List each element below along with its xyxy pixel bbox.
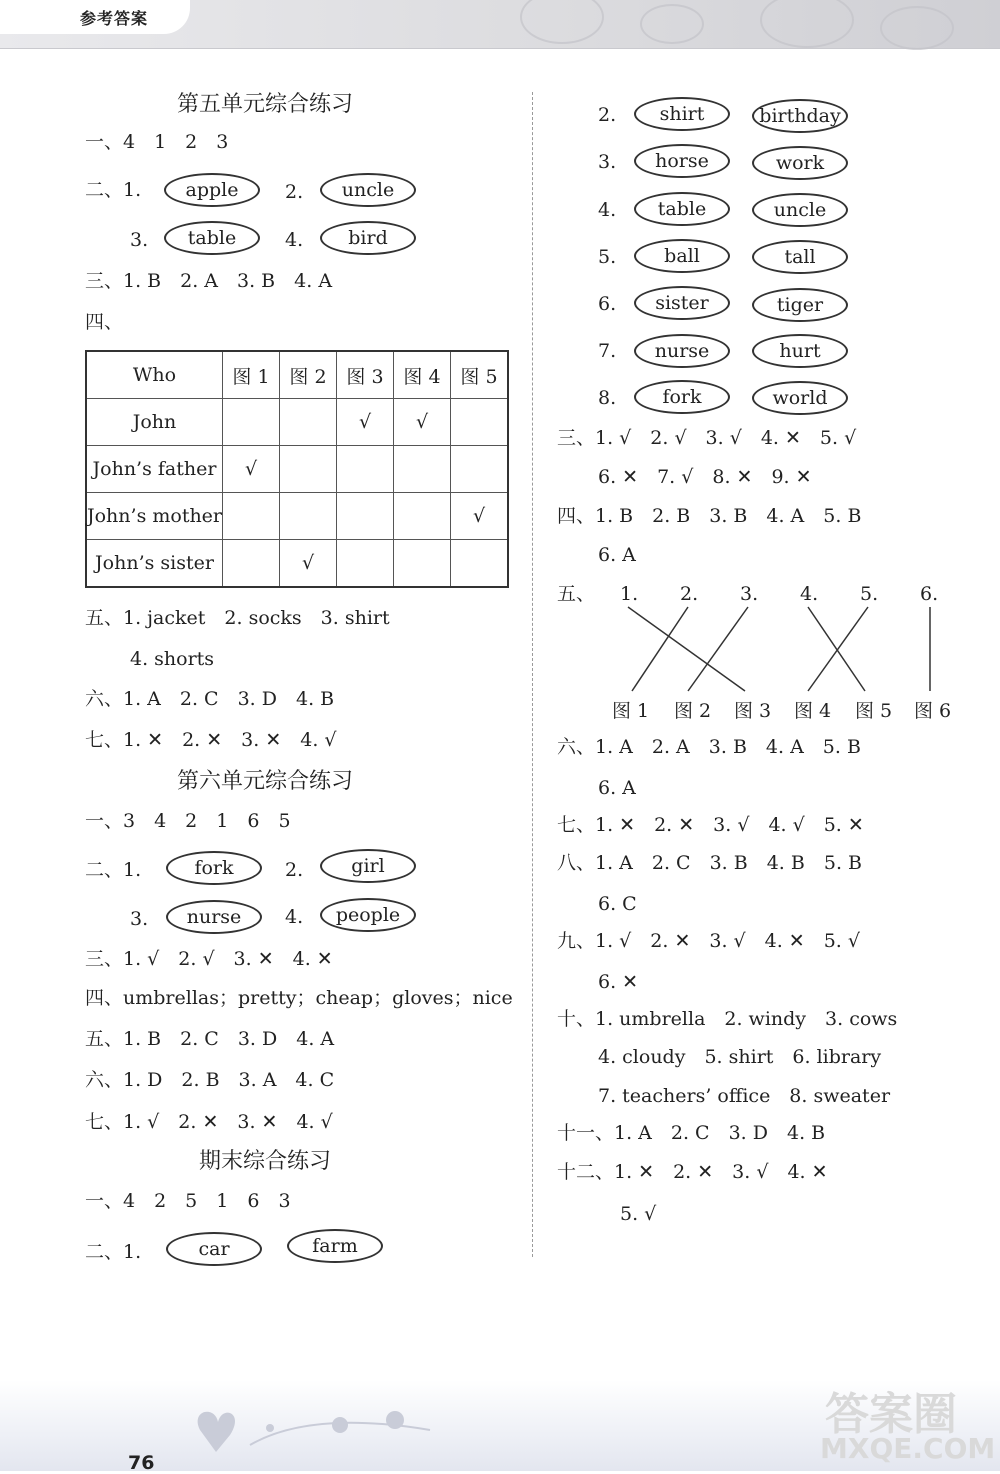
decor-swirl — [640, 4, 704, 44]
table-header-row — [86, 351, 508, 399]
right-q5-label: 五、 — [557, 583, 596, 605]
item-number: 3. — [130, 908, 149, 930]
table-cell-mark — [337, 493, 394, 540]
match-number: 4. — [800, 583, 819, 605]
answer-oval: nurse — [166, 900, 262, 934]
unit6-q3: 三、1. √ 2. √ 3. ✕ 4. ✕ — [85, 948, 333, 970]
match-picture-label: 图 5 — [855, 700, 893, 722]
answer-oval: world — [752, 381, 848, 415]
unit5-q5-line1: 五、1. jacket 2. socks 3. shirt — [85, 607, 390, 629]
unit6-q4: 四、umbrellas；pretty；cheap；gloves；nice — [85, 987, 513, 1009]
answer-oval: girl — [320, 849, 416, 883]
heart-icon — [198, 1412, 235, 1452]
item-number: 4. — [285, 906, 304, 928]
table-cell-mark — [280, 493, 337, 540]
answer-oval: car — [166, 1232, 262, 1266]
right-q9-line2: 6. ✕ — [598, 971, 639, 993]
final-q1: 一、4 2 5 1 6 3 — [85, 1190, 291, 1212]
final-title: 期末综合练习 — [198, 1149, 331, 1174]
answer-oval: ball — [634, 239, 730, 273]
match-number: 1. — [620, 583, 639, 605]
item-number: 2. — [598, 104, 617, 126]
match-line — [688, 607, 748, 691]
match-picture-label: 图 6 — [914, 700, 952, 722]
table-cell-who: John’s sister — [86, 540, 223, 588]
table-cell-mark: √ — [223, 446, 280, 493]
answer-oval: tiger — [752, 288, 848, 322]
item-number: 3. — [130, 229, 149, 251]
right-q3-line1: 三、1. √ 2. √ 3. √ 4. ✕ 5. √ — [557, 427, 857, 449]
match-number: 3. — [740, 583, 759, 605]
item-number: 4. — [598, 199, 617, 221]
match-line — [632, 607, 688, 691]
table-cell-mark — [223, 540, 280, 588]
page-number: 76 — [128, 1452, 155, 1474]
answer-oval: fork — [166, 851, 262, 885]
decor-swirl — [880, 6, 954, 50]
item-number: 8. — [598, 387, 617, 409]
answer-oval: sister — [634, 286, 730, 320]
answer-oval: hurt — [752, 334, 848, 368]
item-number: 2. — [285, 181, 304, 203]
table-cell-mark — [223, 493, 280, 540]
footer-flowers — [190, 1400, 450, 1460]
table-cell-mark — [451, 399, 509, 446]
decor-swirl — [760, 0, 854, 48]
right-q10-line3: 7. teachers’ office 8. sweater — [598, 1085, 891, 1107]
right-q10-line1: 十、1. umbrella 2. windy 3. cows — [557, 1008, 898, 1030]
item-number: 4. — [285, 229, 304, 251]
table-header-cell: 图 5 — [451, 351, 509, 399]
table-header-cell: 图 2 — [280, 351, 337, 399]
table-cell-mark — [394, 540, 451, 588]
table-cell-who: John’s mother — [86, 493, 223, 540]
unit5-title: 第五单元综合练习 — [176, 92, 353, 117]
right-q3-line2: 6. ✕ 7. √ 8. ✕ 9. ✕ — [598, 466, 812, 488]
table-cell-mark — [280, 446, 337, 493]
answer-oval: uncle — [320, 173, 416, 207]
right-q7: 七、1. ✕ 2. ✕ 3. √ 4. √ 5. ✕ — [557, 814, 864, 836]
table-cell-mark — [337, 446, 394, 493]
table-cell-mark — [337, 540, 394, 588]
watermark-logo: 答案圈 — [825, 1389, 957, 1440]
table-row — [86, 399, 508, 446]
table-row — [86, 493, 508, 540]
decor-swirl — [520, 0, 604, 44]
match-picture-label: 图 3 — [734, 700, 772, 722]
unit5-q3: 三、1. B 2. A 3. B 4. A — [85, 270, 333, 292]
unit6-q6: 六、1. D 2. B 3. A 4. C — [85, 1069, 335, 1091]
answer-oval: farm — [287, 1229, 383, 1263]
answer-oval: uncle — [752, 193, 848, 227]
header-label: 参考答案 — [80, 9, 149, 28]
table-cell-mark — [394, 446, 451, 493]
item-number: 7. — [598, 340, 617, 362]
answer-oval: table — [164, 221, 260, 255]
match-number: 5. — [860, 583, 879, 605]
unit5-q2-label: 二、1. — [85, 179, 142, 201]
answer-oval: apple — [164, 173, 260, 207]
flower-icon — [332, 1417, 348, 1433]
table-header-cell: 图 4 — [394, 351, 451, 399]
table-cell-mark — [223, 399, 280, 446]
table-cell-who: John — [86, 399, 223, 446]
table-header-cell: 图 3 — [337, 351, 394, 399]
table-row — [86, 540, 508, 588]
match-number: 6. — [920, 583, 939, 605]
table-cell-mark: √ — [280, 540, 337, 588]
right-q4-line2: 6. A — [598, 544, 636, 566]
right-q9-line1: 九、1. √ 2. ✕ 3. √ 4. ✕ 5. √ — [557, 930, 860, 952]
table-cell-mark — [451, 540, 509, 588]
answer-oval: birthday — [752, 99, 848, 133]
unit6-q5: 五、1. B 2. C 3. D 4. A — [85, 1028, 335, 1050]
matching-lines — [600, 605, 960, 695]
table-cell-mark — [451, 446, 509, 493]
right-q4-line1: 四、1. B 2. B 3. B 4. A 5. B — [557, 505, 862, 527]
right-q8-line2: 6. C — [598, 893, 637, 915]
flower-icon — [266, 1424, 274, 1432]
answer-oval: tall — [752, 240, 848, 274]
unit6-q2-label: 二、1. — [85, 859, 142, 881]
right-q12-line1: 十二、1. ✕ 2. ✕ 3. √ 4. ✕ — [557, 1161, 828, 1183]
final-q2-label: 二、1. — [85, 1241, 142, 1263]
unit5-q7: 七、1. ✕ 2. ✕ 3. ✕ 4. √ — [85, 729, 337, 751]
item-number: 2. — [285, 859, 304, 881]
match-picture-label: 图 4 — [794, 700, 832, 722]
answer-oval: fork — [634, 380, 730, 414]
answer-oval: nurse — [634, 334, 730, 368]
answer-oval: people — [320, 898, 416, 932]
match-line — [628, 607, 745, 691]
item-number: 3. — [598, 151, 617, 173]
unit6-q7: 七、1. √ 2. ✕ 3. ✕ 4. √ — [85, 1111, 333, 1133]
table-cell-mark: √ — [394, 399, 451, 446]
column-divider — [532, 92, 533, 1257]
unit6-title: 第六单元综合练习 — [176, 769, 353, 794]
right-q8-line1: 八、1. A 2. C 3. B 4. B 5. B — [557, 852, 862, 874]
match-picture-label: 图 1 — [612, 700, 650, 722]
answer-oval: shirt — [634, 97, 730, 131]
who-table — [85, 350, 509, 588]
right-q6-line1: 六、1. A 2. A 3. B 4. A 5. B — [557, 736, 861, 758]
answer-oval: bird — [320, 221, 416, 255]
watermark-url: MXQE.COM — [820, 1432, 996, 1465]
unit6-q1: 一、3 4 2 1 6 5 — [85, 810, 291, 832]
right-q11: 十一、1. A 2. C 3. D 4. B — [557, 1122, 826, 1144]
right-q10-line2: 4. cloudy 5. shirt 6. library — [598, 1046, 882, 1068]
table-cell-who: John’s father — [86, 446, 223, 493]
table-header-cell: Who — [86, 351, 223, 399]
table-header-cell: 图 1 — [223, 351, 280, 399]
table-cell-mark — [280, 399, 337, 446]
item-number: 5. — [598, 246, 617, 268]
table-cell-mark — [394, 493, 451, 540]
answer-oval: table — [634, 192, 730, 226]
match-picture-label: 图 2 — [674, 700, 712, 722]
table-row — [86, 446, 508, 493]
table-cell-mark: √ — [451, 493, 509, 540]
item-number: 6. — [598, 293, 617, 315]
unit5-q6: 六、1. A 2. C 3. D 4. B — [85, 688, 335, 710]
unit5-q1: 一、4 1 2 3 — [85, 131, 229, 153]
answer-oval: work — [752, 146, 848, 180]
match-number: 2. — [680, 583, 699, 605]
table-cell-mark: √ — [337, 399, 394, 446]
unit5-q5-line2: 4. shorts — [130, 648, 215, 670]
right-q12-line2: 5. √ — [620, 1203, 657, 1225]
unit5-q4-label: 四、 — [85, 311, 124, 333]
answer-oval: horse — [634, 144, 730, 178]
right-q6-line2: 6. A — [598, 777, 636, 799]
